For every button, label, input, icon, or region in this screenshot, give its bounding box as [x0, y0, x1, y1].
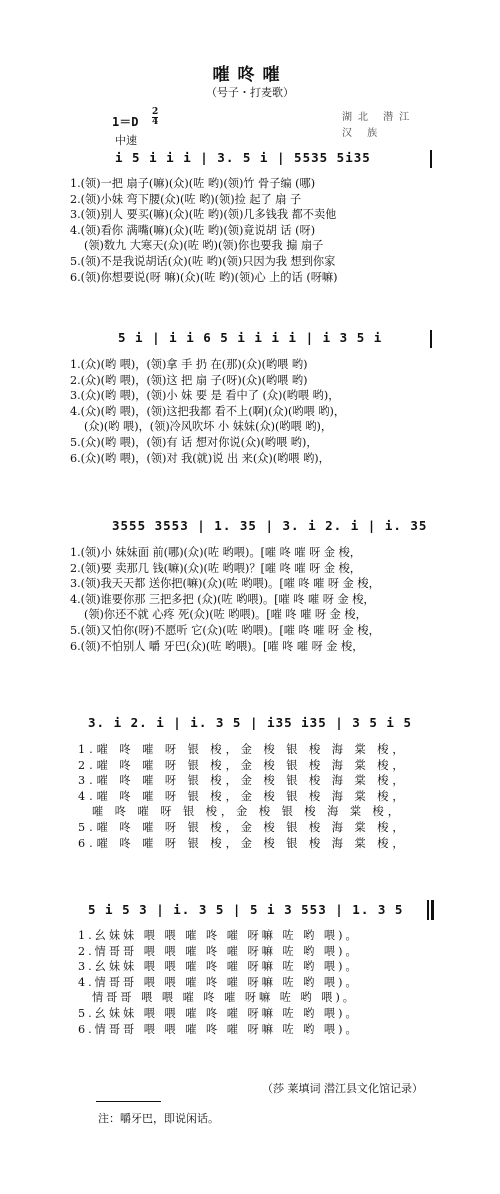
lyric-line: 5.(领)不是我说胡话(众)(咗 哟)(领)只因为我 想到你家: [70, 254, 336, 268]
song-title: 嗺咚嗺: [212, 65, 288, 85]
lyric-line: 3.(众)(哟 喂)，(领)小 妹 要 是 看中了 (众)(哟喂 哟)，: [70, 389, 340, 403]
lyrics-block: [70, 545, 380, 654]
lyric-line: 2.嗺 咚 嗺 呀 银 梭，金 梭 银 梭 海 棠 梭，: [78, 758, 408, 772]
lyric-line: 4.嗺 咚 嗺 呀 银 梭，金 梭 银 梭 海 棠 梭，: [78, 789, 408, 803]
notation-line: 5 i | i i 6 5 i i i i | i 3 5 i: [118, 330, 383, 345]
region-credit: [342, 110, 415, 142]
source-credit: （莎 莱填词 潜江县文化馆记录）: [262, 1082, 423, 1095]
lyric-line: 2.(领)小妹 弯下腰(众)(咗 哟)(领)捡 起了 扇 子: [70, 192, 302, 206]
bar-line: [430, 150, 432, 168]
lyric-line: 1.(领)一把 扇子(嘛)(众)(咗 哟)(领)竹 骨子编 (哪): [70, 177, 316, 190]
time-signature: [152, 108, 158, 127]
notation-line: i 5 i i i | 3. 5 i | 5535 5i35: [115, 150, 371, 165]
lyric-line: 6.(领)你想要说(呀 嘛)(众)(咗 哟)(领)心 上的话 (呀嘛): [70, 270, 338, 284]
final-bar-line-thick: [431, 900, 434, 920]
lyric-line: 6.情哥哥 喂 喂 嗺 咚 嗺 呀嘛 咗 哟 喂)。: [78, 1022, 360, 1036]
lyric-line: 5.(领)又怕你(呀)不愿听 它(众)(咗 哟喂)。[嗺 咚 嗺 呀 金 梭，: [70, 623, 380, 637]
lyric-line: 6.(领)不怕别人 嚼 牙巴(众)(咗 哟喂)。[嗺 咚 嗺 呀 金 梭，: [70, 639, 364, 653]
time-signature-bottom: 4: [152, 117, 159, 127]
lyric-line: 4.情哥哥 喂 喂 嗺 咚 嗺 呀嘛 咗 哟 喂)。: [78, 975, 360, 989]
lyric-line: 4.(领)看你 满嘴(嘛)(众)(咗 哟)(领)竟说胡 话 (呀): [70, 223, 316, 237]
lyric-line: 2.情哥哥 喂 喂 嗺 咚 嗺 呀嘛 咗 哟 喂)。: [78, 944, 360, 958]
lyric-line: 2.(众)(哟 喂)，(领)这 把 扇 子(呀)(众)(哟喂 哟): [70, 373, 308, 387]
lyrics-block: [70, 176, 337, 285]
tempo-marking: 中速: [115, 134, 137, 147]
final-bar-line: [427, 900, 429, 920]
lyric-line: 3.(领)别人 要买(嘛)(众)(咗 哟)(领)几多钱我 都不卖他: [70, 208, 337, 222]
lyric-line: 5.幺妹妹 喂 喂 嗺 咚 嗺 呀嘛 咗 哟 喂)。: [78, 1006, 360, 1020]
region-line: 汉 族: [342, 128, 384, 139]
lyrics-block: [70, 357, 345, 466]
lyric-line: (领)数九 大寒天(众)(咗 哟)(领)你也要我 搧 扇子: [84, 239, 324, 253]
lyric-line: 3.幺妹妹 喂 喂 嗺 咚 嗺 呀嘛 咗 哟 喂)。: [78, 960, 360, 974]
lyric-line: (众)(哟 喂)，(领)冷风吹坏 小 妹妹(众)(哟喂 哟)，: [84, 420, 333, 434]
lyric-line: 1.幺妹妹 喂 喂 嗺 咚 嗺 呀嘛 咗 哟 喂)。: [78, 929, 360, 942]
footnote: 注：嚼牙巴，即说闲话。: [98, 1112, 219, 1125]
lyric-line: 5.(众)(哟 喂)，(领)有 话 想对你说(众)(哟喂 哟)，: [70, 435, 318, 449]
bar-line: [430, 330, 432, 348]
lyric-line: 4.(领)谁要你那 三把多把 (众)(咗 哟喂)。[嗺 咚 嗺 呀 金 梭，: [70, 592, 375, 606]
notation-line: 3. i 2. i | i. 3 5 | i35 i35 | 3 5 i 5: [88, 715, 412, 730]
lyric-line: 2.(领)要 卖那几 钱(嘛)(众)(咗 哟喂)？[嗺 咚 嗺 呀 金 梭，: [70, 561, 361, 575]
lyrics-block: [78, 928, 360, 1037]
song-subtitle: （号子・打麦歌）: [206, 86, 294, 99]
lyric-line: (领)你还不就 心疼 死(众)(咗 哟喂)。[嗺 咚 嗺 呀 金 梭，: [84, 608, 367, 622]
time-signature-top: 2: [152, 107, 159, 117]
lyric-line: 4.(众)(哟 喂)，(领)这把我都 看不上(啊)(众)(哟喂 哟)，: [70, 404, 346, 418]
lyric-line: 1.(领)小 妹妹面 前(哪)(众)(咗 哟喂)。[嗺 咚 嗺 呀 金 梭，: [70, 546, 361, 559]
region-line: 湖北 潜江: [342, 112, 416, 123]
lyric-line: 情哥哥 喂 喂 嗺 咚 嗺 呀嘛 咗 哟 喂)。: [92, 991, 357, 1005]
lyric-line: 1.嗺 咚 嗺 呀 银 梭，金 梭 银 梭 海 棠 梭，: [78, 743, 408, 756]
footnote-divider: [96, 1101, 161, 1102]
lyric-line: 5.嗺 咚 嗺 呀 银 梭，金 梭 银 梭 海 棠 梭，: [78, 820, 408, 834]
lyric-line: 3.嗺 咚 嗺 呀 银 梭，金 梭 银 梭 海 棠 梭，: [78, 774, 408, 788]
notation-line: 3555 3553 | 1. 35 | 3. i 2. i | i. 35: [112, 518, 428, 533]
lyric-line: 3.(领)我天天都 送你把(嘛)(众)(咗 哟喂)。[嗺 咚 嗺 呀 金 梭，: [70, 577, 380, 591]
lyric-line: 1.(众)(哟 喂)，(领)拿 手 扔 在(那)(众)(哟喂 哟): [70, 358, 308, 371]
lyric-line: 6.嗺 咚 嗺 呀 银 梭，金 梭 银 梭 海 棠 梭，: [78, 836, 408, 850]
notation-line: 5 i 5 3 | i. 3 5 | 5 i 3 553 | 1. 3 5: [88, 902, 404, 917]
lyric-line: 嗺 咚 嗺 呀 银 梭，金 梭 银 梭 海 棠 梭，: [92, 805, 403, 819]
key-signature: 1＝D: [112, 115, 139, 129]
lyric-line: 6.(众)(哟 喂)，(领)对 我(就)说 出 来(众)(哟喂 哟)，: [70, 451, 330, 465]
lyrics-block: [78, 742, 408, 851]
